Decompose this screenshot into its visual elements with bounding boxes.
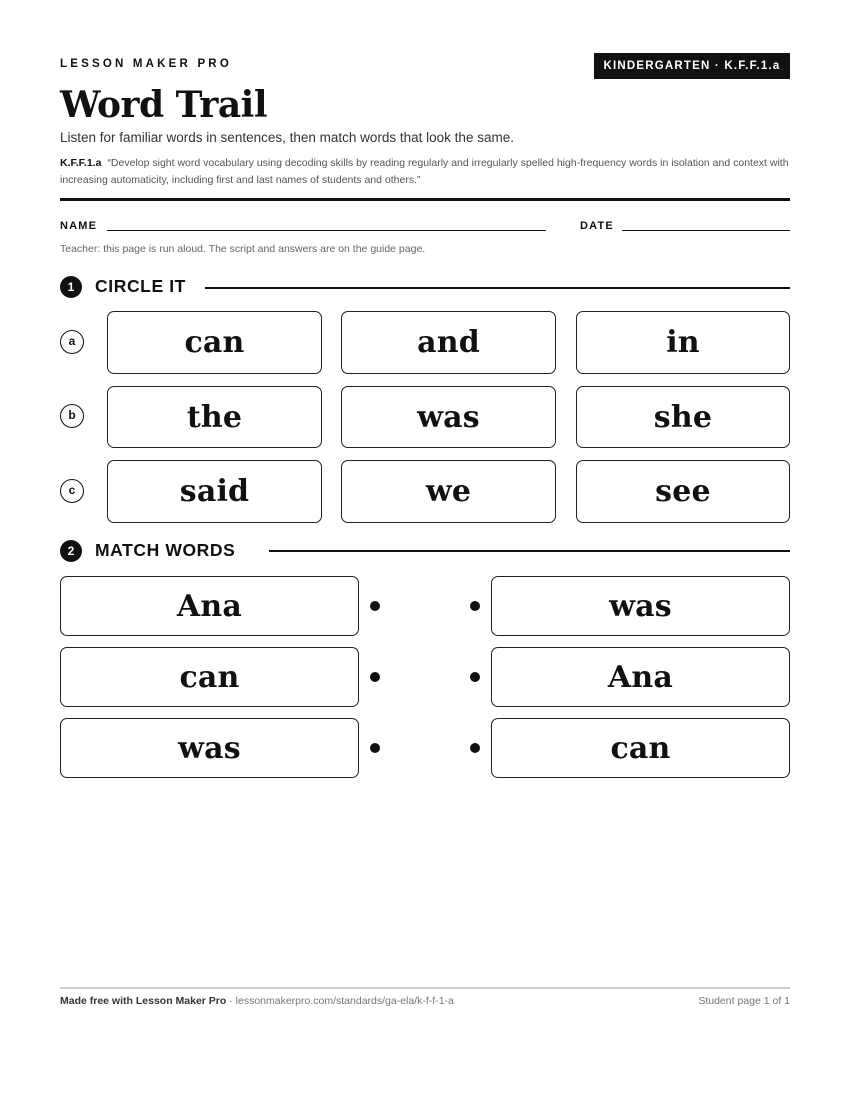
match-right-dot[interactable] [470,601,480,611]
section-divider [205,287,790,289]
match-left-card[interactable]: can [60,647,359,707]
match-right-card[interactable]: was [491,576,790,636]
teacher-note: Teacher: this page is run aloud. The script and answers are on the guide page. [60,243,426,255]
standard-description [60,155,790,189]
section-divider [269,550,790,552]
match-right-card[interactable]: can [491,718,790,778]
date-label: DATE [580,220,614,232]
row-letter-badge: c [60,479,84,503]
page-title: Word Trail [60,84,267,126]
word-card[interactable]: see [576,460,790,523]
worksheet-page [60,0,790,1100]
word-card[interactable]: in [576,311,790,374]
match-left-dot[interactable] [370,743,380,753]
match-right-card[interactable]: Ana [491,647,790,707]
grade-standard-badge: KINDERGARTEN · K.F.F.1.a [594,53,790,79]
match-right-dot[interactable] [470,743,480,753]
footer-divider [60,987,790,989]
section-title: CIRCLE IT [95,276,186,296]
footer-credit [60,995,454,1007]
word-card[interactable]: said [107,460,322,523]
match-left-card[interactable]: Ana [60,576,359,636]
footer-url[interactable]: · lessonmakerpro.com/standards/ga-ela/k-f-f-1-a [226,995,454,1007]
footer-page-number: Student page 1 of 1 [698,995,790,1007]
standard-code: K.F.F.1.a [60,157,102,169]
match-left-dot[interactable] [370,601,380,611]
word-card[interactable]: she [576,386,790,448]
word-card[interactable]: the [107,386,322,448]
name-label: NAME [60,220,98,232]
word-card[interactable]: can [107,311,322,374]
section-number-badge: 1 [60,276,82,298]
standard-text: “Develop sight word vocabulary using decoding skills by reading regularly and irregularly spelled high-frequency words in isolation and context with increasing automaticity, including first and last names of students and others.” [60,157,789,186]
word-card[interactable]: we [341,460,556,523]
match-left-dot[interactable] [370,672,380,682]
brand-name: LESSON MAKER PRO [60,58,232,70]
section-title: MATCH WORDS [95,540,236,560]
page-subtitle: Listen for familiar words in sentences, then match words that look the same. [60,130,514,145]
name-field-line[interactable] [107,230,546,231]
match-left-card[interactable]: was [60,718,359,778]
word-card[interactable]: was [341,386,556,448]
match-right-dot[interactable] [470,672,480,682]
footer-made-with: Made free with Lesson Maker Pro [60,995,227,1007]
row-letter-badge: a [60,330,84,354]
row-letter-badge: b [60,404,84,428]
section-number-badge: 2 [60,540,82,562]
header-divider [60,198,790,201]
word-card[interactable]: and [341,311,556,374]
date-field-line[interactable] [622,230,790,231]
